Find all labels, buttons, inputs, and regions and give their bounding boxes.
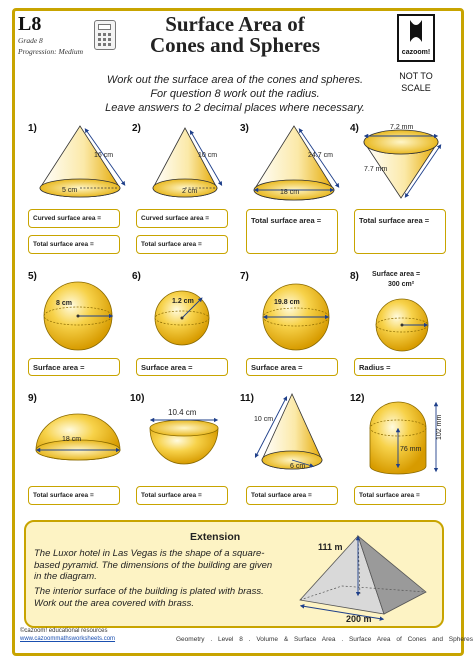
capsule-diagram-12 xyxy=(362,398,446,480)
grade-label: Grade 8 xyxy=(18,36,43,45)
q11-slant-label: 10 cm xyxy=(254,416,274,423)
q10-answer-box[interactable]: Total surface area = xyxy=(136,486,228,505)
pyramid-diagram xyxy=(288,528,438,622)
q12-cyl-height-label: 76 mm xyxy=(400,446,422,453)
q1-slant-label: 16 cm xyxy=(94,152,114,159)
sphere-diagram-8 xyxy=(372,296,432,354)
q10-diameter-label: 10.4 cm xyxy=(168,408,197,417)
q6-radius-label: 1.2 cm xyxy=(172,298,194,305)
sphere-diagram-6 xyxy=(152,288,212,348)
progression-label: Progression: Medium xyxy=(18,46,84,56)
q2-curved-answer-box[interactable]: Curved surface area = xyxy=(136,209,228,228)
q6-answer-box[interactable]: Surface area = xyxy=(136,358,228,376)
footer-credits xyxy=(20,627,115,643)
copyright-text: ©cazoom! educational resources xyxy=(20,628,108,634)
q3-slant-label: 24.7 cm xyxy=(308,152,333,159)
q11-answer-box[interactable]: Total surface area = xyxy=(246,486,338,505)
hemisphere-diagram-10 xyxy=(144,416,224,472)
q2-total-answer-box[interactable]: Total surface area = xyxy=(136,235,228,254)
q2-slant-label: 10 cm xyxy=(198,152,218,159)
calculator-icon xyxy=(94,20,116,50)
cone-diagram-4 xyxy=(356,122,446,204)
question-12-number: 12) xyxy=(350,393,365,404)
page-title: Surface Area of Cones and Spheres xyxy=(150,12,320,57)
q1-total-answer-box[interactable]: Total surface area = xyxy=(28,235,120,254)
question-11-number: 11) xyxy=(240,393,254,404)
question-1-number: 1) xyxy=(28,123,37,134)
q1-radius-label: 5 cm xyxy=(62,187,78,194)
q4-answer-box[interactable]: Total surface area = xyxy=(354,209,446,254)
cone-diagram-1 xyxy=(30,122,130,202)
pyramid-height-label: 111 m xyxy=(318,542,343,552)
cazoom-logo xyxy=(397,14,435,62)
question-6-number: 6) xyxy=(132,271,141,282)
question-9-number: 9) xyxy=(28,393,37,404)
website-link[interactable]: www.cazoommathsworksheets.com xyxy=(20,636,116,642)
question-2-number: 2) xyxy=(132,123,141,134)
header-info xyxy=(18,14,83,55)
question-3-number: 3) xyxy=(240,123,249,134)
question-5-number: 5) xyxy=(28,271,37,282)
q4-slant-label: 7.7 mm xyxy=(364,166,388,173)
question-8-number: 8) xyxy=(350,271,359,282)
q7-diameter-label: 19.8 cm xyxy=(274,299,300,306)
q11-radius-label: 6 cm xyxy=(290,463,306,470)
instructions: Work out the surface area of the cones and spheres. For question 8 work out the radius. Leave answers to 2 decimal places where necessary. xyxy=(105,74,365,114)
q8-given-label: Surface area = xyxy=(372,271,421,278)
q12-answer-box[interactable]: Total surface area = xyxy=(354,486,446,505)
extension-title: Extension xyxy=(190,531,241,543)
q1-curved-answer-box[interactable]: Curved surface area = xyxy=(28,209,120,228)
q5-answer-box[interactable]: Surface area = xyxy=(28,358,120,376)
not-to-scale-note: NOT TO SCALE xyxy=(399,71,433,93)
q12-total-height-label: 102 mm xyxy=(436,414,443,440)
q4-diameter-label: 7.2 mm xyxy=(390,124,414,131)
q2-radius-label: 2 cm xyxy=(182,188,198,195)
pyramid-base-label: 200 m xyxy=(346,614,372,624)
q9-answer-box[interactable]: Total surface area = xyxy=(28,486,120,505)
footer-topic: Geometry . Level 8 . Volume & Surface Area . Surface Area of Cones and Spheres xyxy=(176,636,474,643)
sphere-diagram-7 xyxy=(256,280,336,354)
question-7-number: 7) xyxy=(240,271,249,282)
q9-diameter-label: 18 cm xyxy=(62,436,82,443)
svg-text:cazoom!: cazoom! xyxy=(401,49,431,56)
level-label: L8 xyxy=(18,13,42,35)
q8-answer-box[interactable]: Radius = xyxy=(354,358,446,376)
q7-answer-box[interactable]: Surface area = xyxy=(246,358,338,376)
sphere-diagram-5 xyxy=(36,278,120,354)
extension-paragraph-1: The Luxor hotel in Las Vegas is the shape of a square-based pyramid. The dimensions of the building are given in the diagram. xyxy=(34,548,273,582)
q5-radius-label: 8 cm xyxy=(56,300,72,307)
question-4-number: 4) xyxy=(350,123,359,134)
q8-given-value: 300 cm² xyxy=(388,281,415,288)
question-10-number: 10) xyxy=(130,393,145,404)
q3-answer-box[interactable]: Total surface area = xyxy=(246,209,338,254)
q3-diameter-label: 18 cm xyxy=(280,189,300,196)
extension-paragraph-2: The interior surface of the building is plated with brass. Work out the area covered with brass. xyxy=(34,586,264,609)
